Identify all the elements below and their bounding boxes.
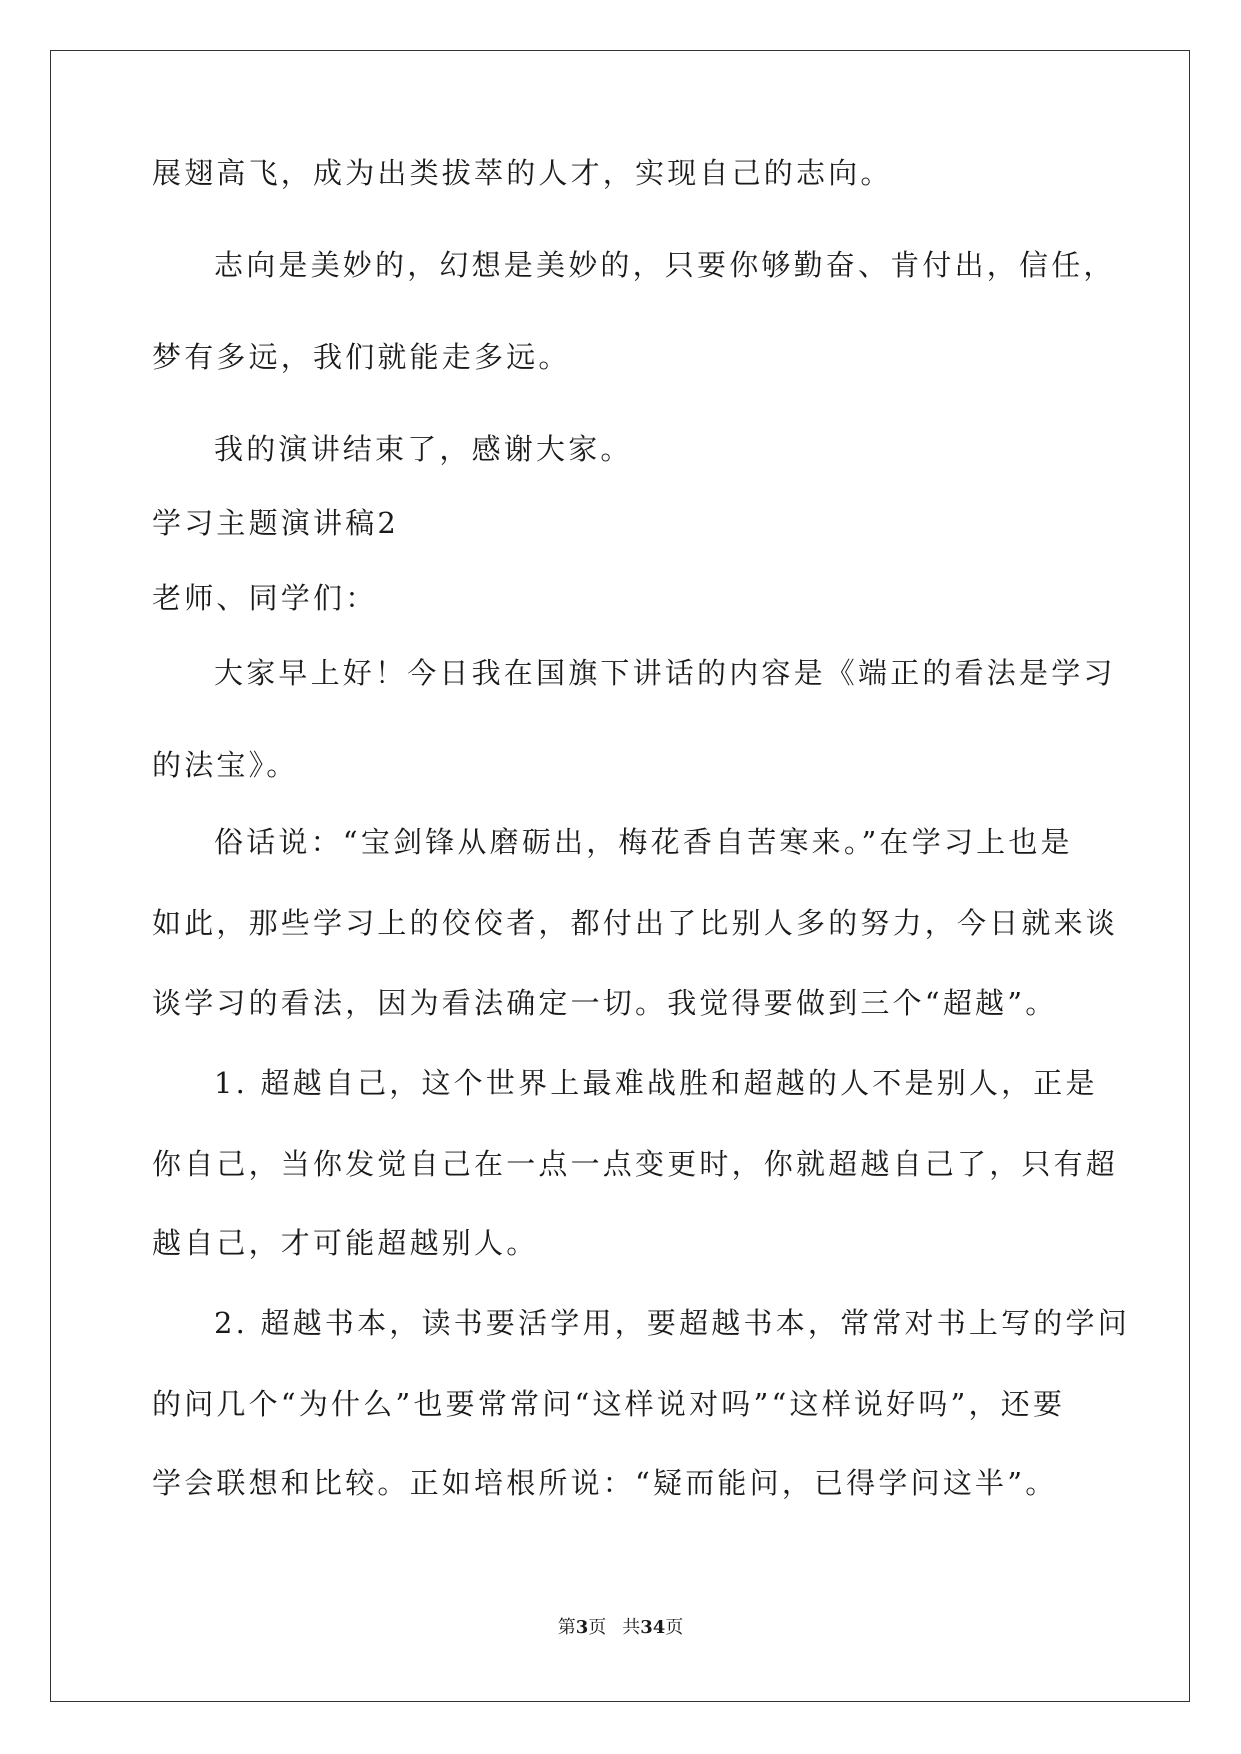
paragraph-line: 大家早上好！今日我在国旗下讲话的内容是《端正的看法是学习 [214, 656, 1116, 690]
text-line: 谈学习的看法，因为看法确定一切。我觉得要做到三个“超越”。 [152, 986, 1058, 1020]
salutation: 老师、同学们： [152, 581, 378, 615]
page-suffix: 页 [588, 1617, 607, 1638]
section-heading: 学习主题演讲稿2 [152, 506, 400, 540]
page-prefix: 第 [557, 1617, 576, 1638]
text-line: 如此，那些学习上的佼佼者，都付出了比别人多的努力，今日就来谈 [152, 906, 1119, 940]
paragraph-line: 我的演讲结束了，感谢大家。 [214, 432, 633, 466]
total-pages: 34 [640, 1617, 666, 1638]
paragraph-line: 俗话说：“宝剑锋从磨砺出，梅花香自苦寒来。”在学习上也是 [214, 825, 1073, 859]
text-line: 的问几个“为什么”也要常常问“这样说对吗”“这样说好吗”，还要 [152, 1387, 1066, 1421]
page-border [50, 50, 1190, 1702]
text-line: 的法宝》。 [152, 748, 299, 782]
list-item-2: 2. 超越书本，读书要活学用，要超越书本，常常对书上写的学问 [214, 1306, 1130, 1340]
total-suffix: 页 [665, 1617, 684, 1638]
text-line: 展翅高飞，成为出类拔萃的人才，实现自己的志向。 [152, 156, 893, 190]
page-number: 3 [575, 1617, 589, 1638]
text-line: 你自己，当你发觉自己在一点一点变更时，你就超越自己了，只有超 [152, 1147, 1119, 1181]
total-prefix: 共 [622, 1617, 641, 1638]
text-line: 学会联想和比较。正如培根所说：“疑而能问，已得学问这半”。 [152, 1466, 1058, 1500]
paragraph-line: 志向是美妙的，幻想是美妙的，只要你够勤奋、肯付出，信任， [214, 248, 1116, 282]
page-footer [0, 1617, 1241, 1639]
text-line: 梦有多远，我们就能走多远。 [152, 340, 571, 374]
list-item-1: 1. 超越自己，这个世界上最难战胜和超越的人不是别人，正是 [214, 1066, 1098, 1100]
text-line: 越自己，才可能超越别人。 [152, 1226, 539, 1260]
